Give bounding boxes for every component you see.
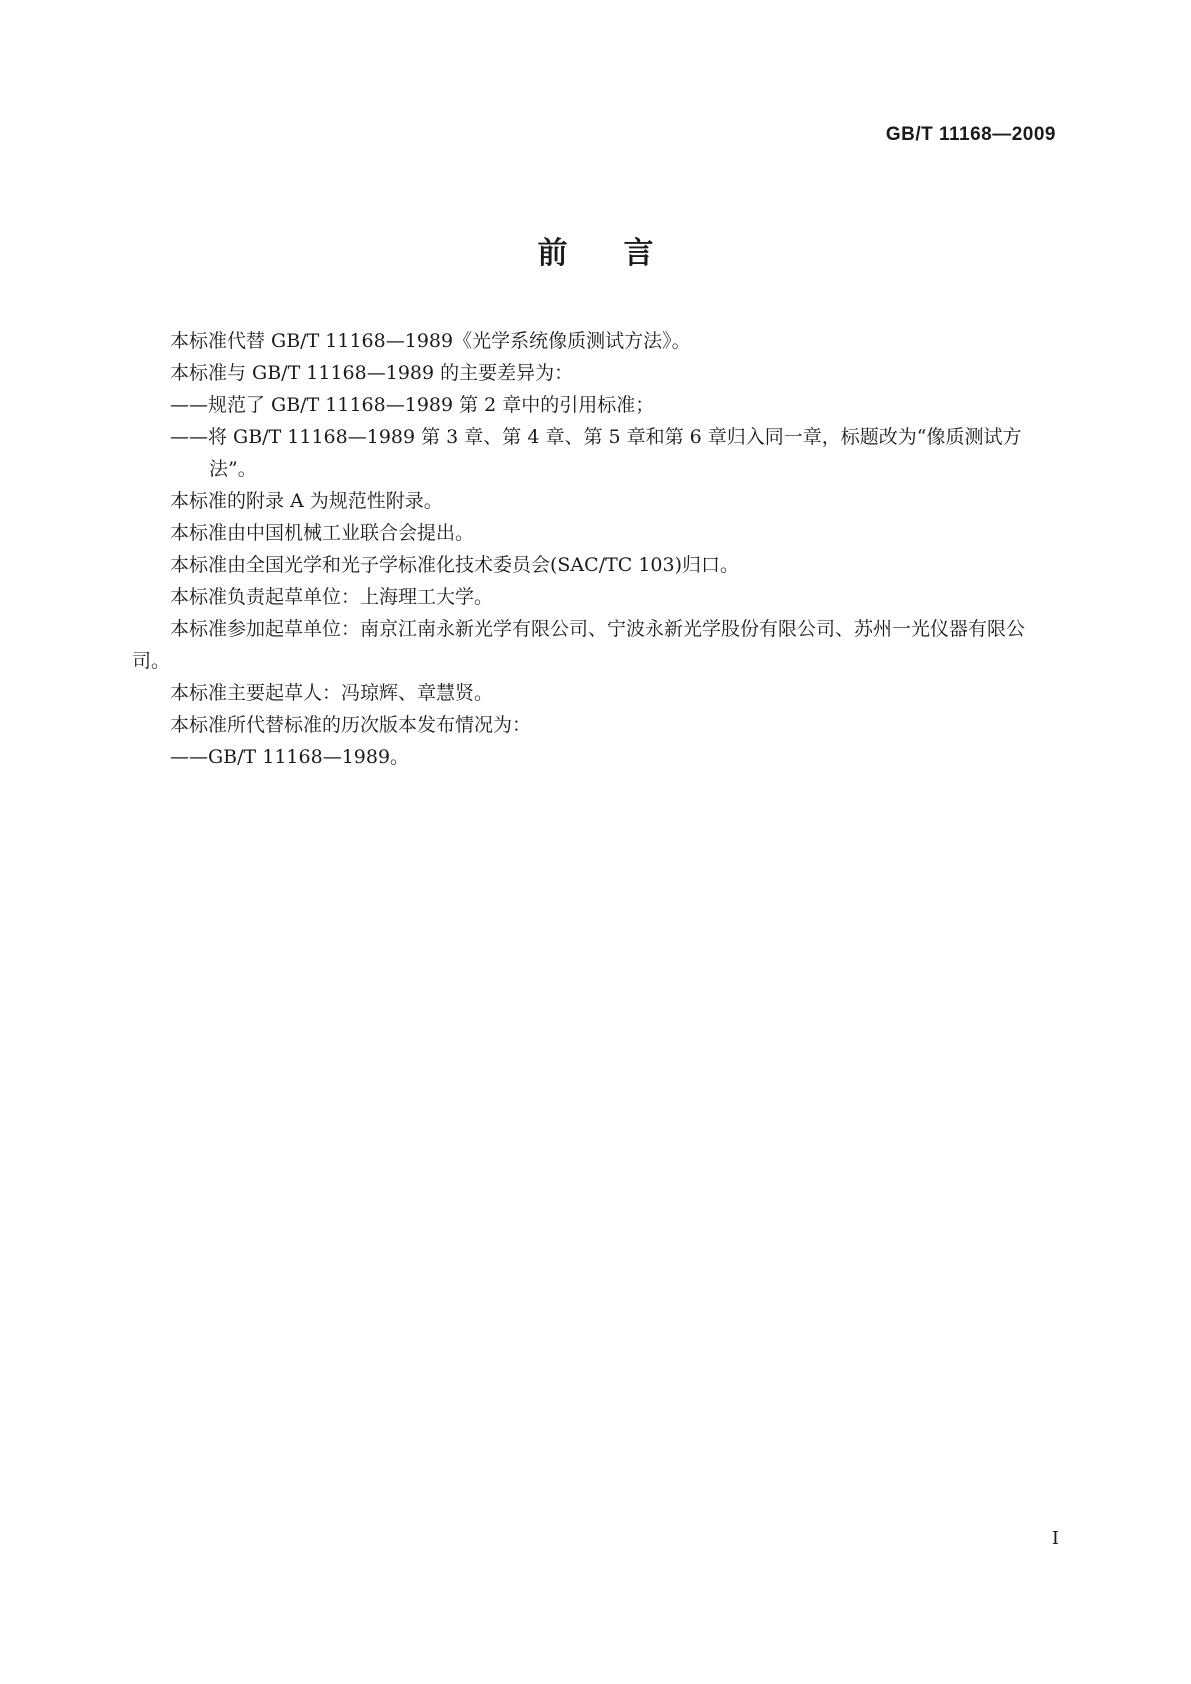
paragraph-replaces: 本标准代替 GB/T 11168—1989《光学系统像质测试方法》。	[170, 330, 691, 352]
paragraph-drafting-unit: 本标准负责起草单位：上海理工大学。	[170, 586, 494, 608]
paragraph-centralized-by: 本标准由全国光学和光子学标准化技术委员会(SAC/TC 103)归口。	[170, 554, 740, 576]
paragraph-participating-units: 本标准参加起草单位：南京江南永新光学有限公司、宁波永新光学股份有限公司、苏州一光仪器有限公司。	[132, 618, 1026, 672]
paragraph-differences-intro: 本标准与 GB/T 11168—1989 的主要差异为：	[170, 362, 574, 384]
standard-code-header: GB/T 11168—2009	[885, 124, 1056, 145]
list-item-difference-2: ——将 GB/T 11168—1989 第 3 章、第 4 章、第 5 章和第 6 章归入同一章，标题改为“像质测试方法”。	[170, 426, 1022, 480]
paragraph-annex: 本标准的附录 A 为规范性附录。	[170, 490, 443, 512]
page-number: I	[1051, 1528, 1059, 1549]
paragraph-proposed-by: 本标准由中国机械工业联合会提出。	[170, 522, 475, 544]
list-item-history-1: ——GB/T 11168—1989。	[170, 746, 410, 768]
paragraph-drafters: 本标准主要起草人：冯琼辉、章慧贤。	[170, 682, 494, 704]
list-item-difference-1: ——规范了 GB/T 11168—1989 第 2 章中的引用标准；	[170, 394, 655, 416]
foreword-body	[132, 325, 1060, 773]
page-title: 前言	[537, 236, 710, 271]
paragraph-history-intro: 本标准所代替标准的历次版本发布情况为：	[170, 714, 532, 736]
